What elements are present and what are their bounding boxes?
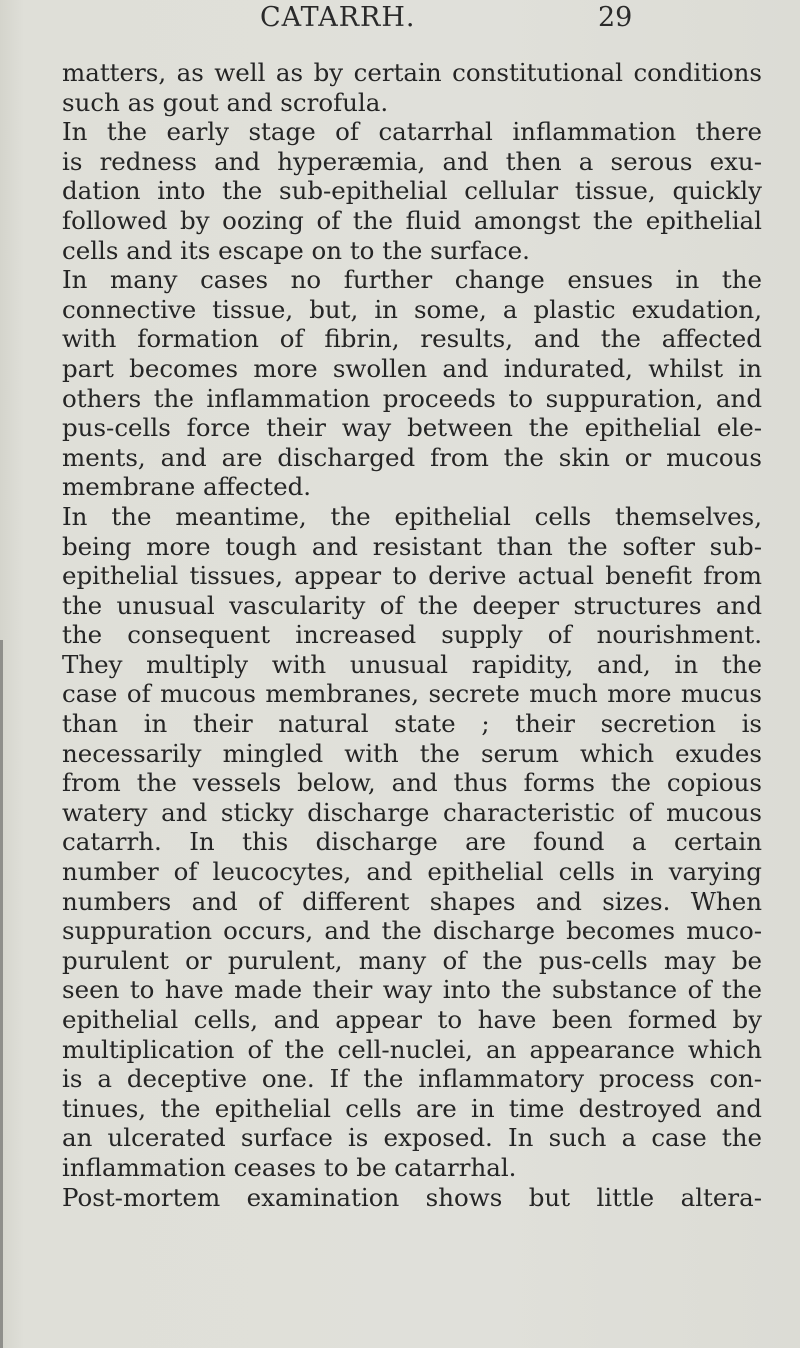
text-line: others the inflammation proceeds to suppuration, and (62, 383, 762, 413)
paragraph-start-line: In many cases no further change ensues in the (62, 265, 762, 295)
text-line: such as gout and scrofula. (62, 87, 389, 117)
text-line: pus-cells force their way between the epithelial ele- (62, 413, 762, 443)
text-line: seen to have made their way into the substance of the (62, 975, 762, 1005)
text-line: necessarily mingled with the serum which exudes (62, 738, 762, 768)
text-line: is redness and hyperæmia, and then a serous exu- (62, 146, 762, 176)
running-head: CATARRH. (260, 2, 416, 33)
text-line: membrane affected. (62, 472, 312, 502)
paragraph-start-line: In the meantime, the epithelial cells themselves, (62, 501, 762, 531)
text-line: from the vessels below, and thus forms the copious (62, 768, 762, 798)
text-line: They multiply with unusual rapidity, and, in the (62, 649, 762, 679)
page-edge-shadow (0, 640, 3, 1348)
text-line: catarrh. In this discharge are found a certain (62, 827, 762, 857)
text-line: the unusual vascularity of the deeper structures and (62, 590, 762, 620)
text-line: inflammation ceases to be catarrhal. (62, 1152, 517, 1182)
text-line: part becomes more swollen and indurated, whilst in (62, 353, 762, 383)
text-line: matters, as well as by certain constitutional conditions (62, 58, 762, 87)
paragraph-start-line: In the early stage of catarrhal inflammation there (62, 117, 762, 147)
text-line: watery and sticky discharge characteristic of mucous (62, 797, 762, 827)
text-line: cells and its escape on to the surface. (62, 235, 530, 265)
text-line: ments, and are discharged from the skin or mucous (62, 442, 762, 472)
text-line: followed by oozing of the fluid amongst the epithelial (62, 205, 762, 235)
text-line: numbers and of different shapes and sizes. When (62, 886, 762, 916)
text-line: purulent or purulent, many of the pus-cells may be (62, 945, 762, 975)
text-line: is a deceptive one. If the inflammatory process con- (62, 1064, 762, 1094)
text-line: tinues, the epithelial cells are in time destroyed and (62, 1093, 762, 1123)
text-line: number of leucocytes, and epithelial cells in varying (62, 857, 762, 887)
body-text (62, 58, 762, 1212)
text-line: suppuration occurs, and the discharge becomes muco- (62, 916, 762, 946)
text-line: dation into the sub-epithelial cellular tissue, quickly (62, 176, 762, 206)
text-line: epithelial cells, and appear to have been formed by (62, 1005, 762, 1034)
text-line: connective tissue, but, in some, a plastic exudation, (62, 294, 762, 324)
page-number: 29 (598, 2, 633, 33)
text-line: case of mucous membranes, secrete much more mucus (62, 679, 762, 709)
text-line: with formation of fibrin, results, and the affected (62, 324, 762, 354)
text-line: than in their natural state ; their secretion is (62, 709, 762, 739)
text-line: being more tough and resistant than the softer sub- (62, 531, 762, 561)
text-line: epithelial tissues, appear to derive actual benefit from (62, 561, 762, 591)
paragraph-start-line: Post-mortem examination shows but little altera- (62, 1182, 762, 1212)
text-line: multiplication of the cell-nuclei, an appearance which (62, 1034, 762, 1064)
text-line: the consequent increased supply of nourishment. (62, 620, 762, 650)
text-line: an ulcerated surface is exposed. In such a case the (62, 1123, 762, 1153)
page-header (0, 2, 800, 42)
